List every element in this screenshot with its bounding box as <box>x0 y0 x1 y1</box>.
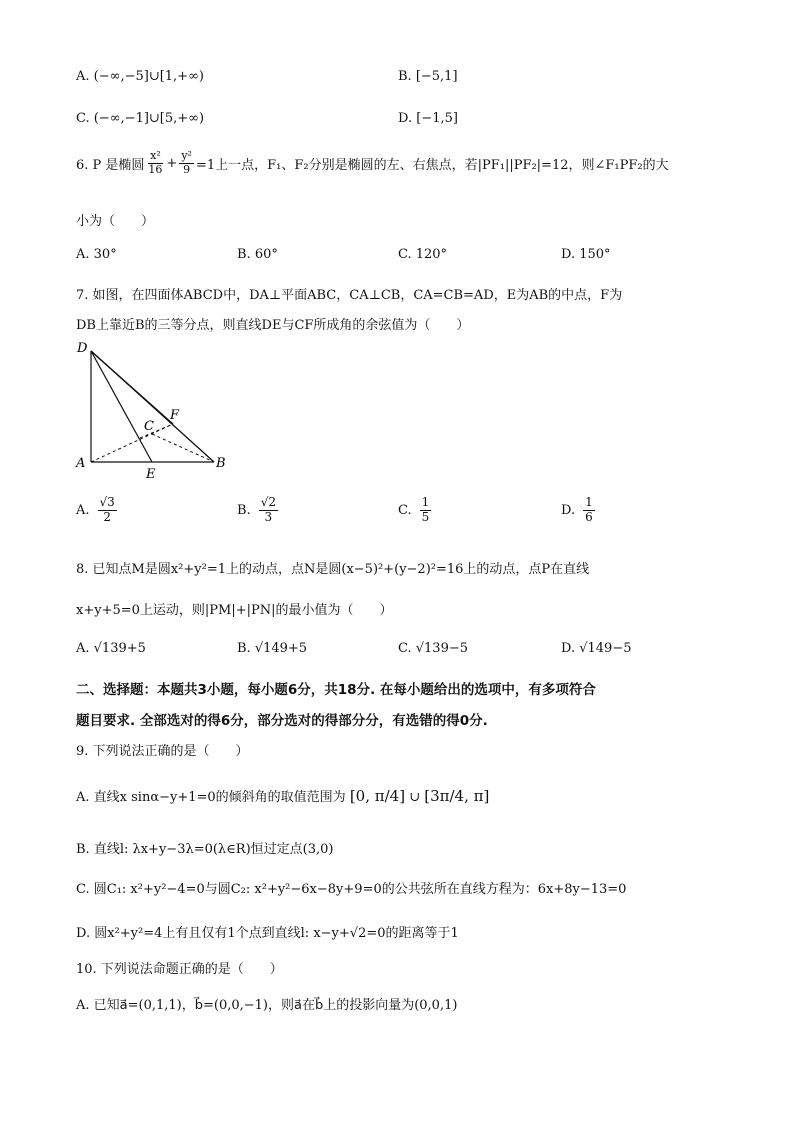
q5-option-c: C. (−∞,−1]∪[5,+∞) <box>76 111 205 126</box>
q9-option-a: A. 直线x sinα−y+1=0的倾斜角的取值范围为 [0, π/4] ∪ [3π/4, π] <box>76 787 490 805</box>
label-b: B <box>216 456 226 471</box>
label-d: D <box>77 341 88 356</box>
q6-stem-suffix: =1上一点，F₁、F₂分别是椭圆的左、右焦点，若|PF₁||PF₂|=12，则∠F₁PF₂的大 <box>195 157 669 173</box>
q10-stem: 10. 下列说法命题正确的是（ ） <box>76 962 283 977</box>
label-c: C <box>144 419 154 434</box>
label-f: F <box>170 408 180 423</box>
q5-option-b: B. [−5,1] <box>398 69 458 84</box>
q8-option-a: A. √139+5 <box>76 641 146 656</box>
q6-option-d: D. 150° <box>561 247 611 262</box>
q8-stem-line1: 8. 已知点M是圆x²+y²=1上的动点，点N是圆(x−5)²+(y−2)²=16上的动点，点P在直线 <box>76 562 590 577</box>
q7-option-d: D. $\frac{1}{6}$ <box>561 495 593 524</box>
q7-option-b: B. $\frac{√2}{3}$ <box>237 495 276 524</box>
q6-option-c: C. 120° <box>398 247 448 262</box>
q8-option-c: C. √139−5 <box>398 641 469 656</box>
label-e: E <box>146 467 156 482</box>
q8-option-b: B. √149+5 <box>237 641 308 656</box>
q6-frac-x: $\frac{\text{x²}}{16}$ <box>148 149 163 176</box>
q5-option-a: A. (−∞,−5]∪[1,+∞) <box>76 69 204 84</box>
q6-option-b: B. 60° <box>237 247 278 262</box>
q6-stem-prefix: 6. P 是椭圆 <box>76 157 145 173</box>
section2-heading-line1: 二、选择题：本题共3小题，每小题6分，共18分. 在每小题给出的选项中，有多项符合 <box>76 682 596 698</box>
q9-option-b: B. 直线l: λx+y−3λ=0(λ∈R)恒过定点(3,0) <box>76 842 334 857</box>
q7-option-a: A. $\frac{√3}{2}$ <box>76 495 115 524</box>
q9-option-d: D. 圆x²+y²=4上有且仅有1个点到直线l: x−y+√2=0的距离等于1 <box>76 926 459 941</box>
q8-option-d: D. √149−5 <box>561 641 632 656</box>
q6-stem-line2: 小为（ ） <box>76 214 155 229</box>
q7-stem-line1: 7. 如图，在四面体ABCD中，DA⊥平面ABC，CA⊥CB，CA=CB=AD，E为AB的中点，F为 <box>76 288 623 303</box>
label-a: A <box>76 456 86 471</box>
q7-option-c: C. $\frac{1}{5}$ <box>398 495 430 524</box>
q6-frac-y: $\frac{\text{y²}}{9}$ <box>181 149 192 176</box>
q7-stem-line2: DB上靠近B的三等分点，则直线DE与CF所成角的余弦值为（ ） <box>76 318 470 333</box>
tetrahedron-figure <box>70 338 240 488</box>
q9-interval-1: [0, π/4] <box>349 787 406 805</box>
q9-option-c: C. 圆C₁: x²+y²−4=0与圆C₂: x²+y²−6x−8y+9=0的公共弦所在直线方程为：6x+8y−13=0 <box>76 882 627 897</box>
q5-option-d: D. [−1,5] <box>398 111 458 126</box>
q6-stem-line1 <box>76 150 669 176</box>
q9-stem: 9. 下列说法正确的是（ ） <box>76 744 249 759</box>
q6-plus: + <box>166 155 178 171</box>
section2-heading-line2: 题目要求. 全部选对的得6分，部分选对的得部分分，有选错的得0分. <box>76 713 488 729</box>
q6-option-a: A. 30° <box>76 247 117 262</box>
q9-interval-2: [3π/4, π] <box>424 787 490 805</box>
q8-stem-line2: x+y+5=0上运动，则|PM|+|PN|的最小值为（ ） <box>76 603 393 618</box>
q10-option-a: A. 已知a⃗=(0,1,1)，b⃗=(0,0,−1)，则a⃗在b⃗上的投影向量为(0,0,1) <box>76 998 458 1013</box>
